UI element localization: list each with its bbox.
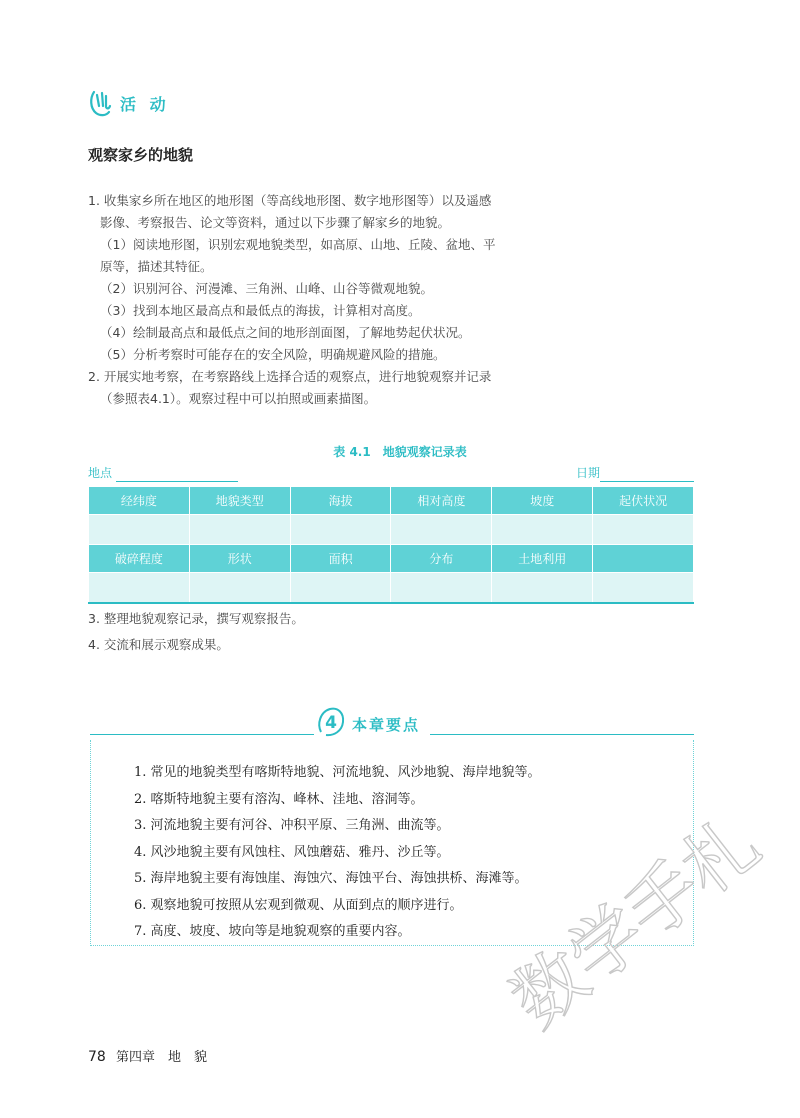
table-caption: 表 4.1 地貌观察记录表 (333, 445, 467, 459)
key-point: 5. 海岸地貌主要有海蚀崖、海蚀穴、海蚀平台、海蚀拱桥、海滩等。 (134, 871, 528, 886)
blank-cell[interactable] (391, 515, 492, 545)
header-cell: 经纬度 (89, 487, 190, 515)
step-1-5: （5）分析考察时可能存在的安全风险，明确规避风险的措施。 (100, 347, 446, 362)
header-cell: 面积 (290, 545, 391, 573)
step-1-line-a: 1. 收集家乡所在地区的地形图（等高线地形图、数字地形图等）以及遥感 (88, 193, 492, 208)
blank-cell[interactable] (391, 573, 492, 603)
blank-cell[interactable] (89, 515, 190, 545)
page-number: 78 (88, 1049, 106, 1065)
header-cell: 土地利用 (492, 545, 593, 573)
header-cell: 形状 (189, 545, 290, 573)
step-3: 3. 整理地貌观察记录，撰写观察报告。 (88, 611, 304, 626)
header-cell: 地貌类型 (189, 487, 290, 515)
summary-label: 本章要点 (352, 716, 421, 734)
blank-cell[interactable] (189, 573, 290, 603)
step-1-3: （3）找到本地区最高点和最低点的海拔，计算相对高度。 (100, 303, 421, 318)
activity-steps (88, 190, 688, 410)
step-1-line-b: 影像、考察报告、论文等资料，通过以下步骤了解家乡的地貌。 (100, 215, 451, 230)
after-table-steps (88, 606, 304, 658)
header-cell (593, 545, 694, 573)
header-cell: 起伏状况 (593, 487, 694, 515)
observation-record-table (88, 486, 694, 604)
activity-label: 活 动 (120, 94, 170, 114)
header-cell: 相对高度 (391, 487, 492, 515)
step-4: 4. 交流和展示观察成果。 (88, 637, 229, 652)
step-2-line-b: （参照表4.1）。观察过程中可以拍照或画素描图。 (100, 391, 377, 406)
table-header-row-2 (89, 545, 694, 573)
summary-divider-left (90, 734, 314, 735)
chapter-name: 第四章 地 貌 (115, 1050, 207, 1065)
watermark-text: 数学手札 (495, 800, 775, 1044)
key-point: 3. 河流地貌主要有河谷、冲积平原、三角洲、曲流等。 (134, 818, 450, 833)
blank-cell[interactable] (492, 573, 593, 603)
blank-cell[interactable] (89, 573, 190, 603)
header-cell: 破碎程度 (89, 545, 190, 573)
blank-cell[interactable] (189, 515, 290, 545)
section-title: 观察家乡的地貌 (88, 146, 194, 164)
key-point: 6. 观察地貌可按照从宏观到微观、从面到点的顺序进行。 (134, 897, 463, 913)
step-1-1-line-b: 原等，描述其特征。 (100, 259, 213, 274)
activity-hand-icon (88, 88, 114, 118)
step-2-line-a: 2. 开展实地考察，在考察路线上选择合适的观察点，进行地貌观察并记录 (88, 369, 492, 384)
step-1-4: （4）绘制最高点和最低点之间的地形剖面图，了解地势起伏状况。 (100, 325, 471, 340)
blank-cell[interactable] (593, 515, 694, 545)
key-point: 7. 高度、坡度、坡向等是地貌观察的重要内容。 (134, 924, 411, 939)
activity-header (88, 88, 170, 118)
chapter-number: 4 (325, 713, 337, 733)
summary-divider-right (430, 734, 694, 735)
step-1-2: （2）识别河谷、河漫滩、三角洲、山峰、山谷等微观地貌。 (100, 281, 433, 296)
step-1-1-line-a: （1）阅读地形图，识别宏观地貌类型，如高原、山地、丘陵、盆地、平 (100, 237, 496, 252)
summary-title-bar (90, 706, 694, 740)
header-cell: 分布 (391, 545, 492, 573)
date-blank-line (600, 481, 694, 482)
table-header-row-1 (89, 487, 694, 515)
place-label: 地点 (88, 466, 113, 480)
header-cell: 海拔 (290, 487, 391, 515)
table-blank-row-1 (89, 515, 694, 545)
page-footer (88, 1046, 207, 1065)
blank-cell[interactable] (290, 515, 391, 545)
blank-cell[interactable] (290, 573, 391, 603)
place-blank-line (116, 481, 238, 482)
date-label: 日期 (576, 466, 601, 480)
key-point: 4. 风沙地貌主要有风蚀柱、风蚀蘑菇、雅丹、沙丘等。 (134, 844, 450, 860)
header-cell: 坡度 (492, 487, 593, 515)
watermark (476, 760, 776, 1050)
key-point: 1. 常见的地貌类型有喀斯特地貌、河流地貌、风沙地貌、海岸地貌等。 (134, 765, 541, 780)
place-date-row (88, 464, 694, 484)
blank-cell[interactable] (492, 515, 593, 545)
chapter-number-badge (316, 706, 346, 738)
blank-cell[interactable] (593, 573, 694, 603)
table-blank-row-2 (89, 573, 694, 603)
key-point: 2. 喀斯特地貌主要有溶沟、峰林、洼地、溶洞等。 (134, 791, 424, 807)
